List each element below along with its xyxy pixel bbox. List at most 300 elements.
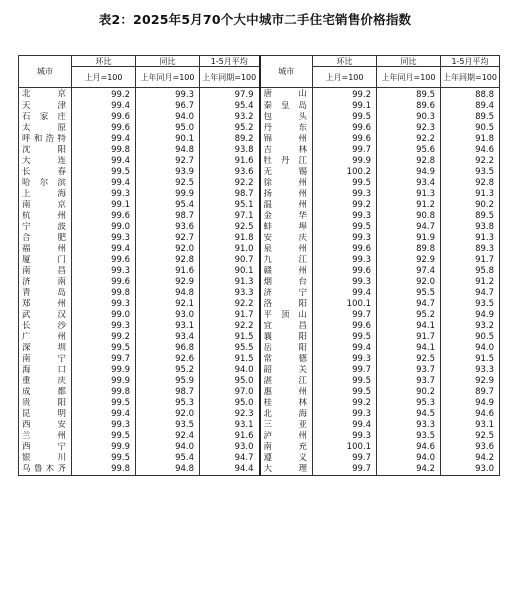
ytd-value: 94.4 [200,464,260,476]
mom-value: 99.2 [313,200,377,211]
yoy-value: 94.2 [377,464,441,476]
ytd-value: 92.2 [441,156,500,167]
yoy-header: 同比 [136,56,200,67]
yoy-value: 95.5 [377,288,441,299]
ytd-value: 91.5 [441,354,500,365]
city-name: 安庆 [260,233,313,244]
mom-value: 99.9 [72,365,136,376]
mom-value: 99.2 [72,88,136,102]
table-row [19,288,500,299]
yoy-value: 95.9 [136,376,200,387]
mom-value: 99.4 [72,156,136,167]
mom-value: 99.4 [72,409,136,420]
mom-value: 99.4 [313,288,377,299]
mom-value: 99.3 [72,189,136,200]
table-row [19,387,500,398]
yoy-value: 91.3 [377,189,441,200]
ytd-value: 90.7 [200,255,260,266]
city-header: 城市 [19,56,72,88]
ytd-value: 93.1 [441,420,500,431]
city-name: 厦门 [19,255,72,266]
table-row [19,255,500,266]
mom-value: 99.5 [313,178,377,189]
mom-value: 99.9 [72,442,136,453]
table-row [19,123,500,134]
city-name: 丹东 [260,123,313,134]
mom-value: 99.5 [313,376,377,387]
mom-value: 99.4 [72,134,136,145]
mom-value: 99.5 [72,167,136,178]
city-name: 北海 [260,409,313,420]
ytd-value: 92.2 [200,321,260,332]
ytd-value: 90.2 [441,200,500,211]
ytd-value: 91.3 [200,277,260,288]
mom-value: 99.3 [313,409,377,420]
city-name: 福州 [19,244,72,255]
yoy-value: 96.8 [136,343,200,354]
city-name: 洛阳 [260,299,313,310]
ytd-value: 91.8 [441,134,500,145]
city-name: 泉州 [260,244,313,255]
city-name: 平顶山 [260,310,313,321]
yoy-value: 92.7 [136,233,200,244]
header-row-2 [19,67,500,88]
table-row [19,277,500,288]
mom-value: 99.6 [313,321,377,332]
mom-value: 99.3 [72,299,136,310]
mom-value: 100.1 [313,442,377,453]
mom-value: 99.5 [72,431,136,442]
ytd-value: 93.1 [200,420,260,431]
yoy-value: 95.3 [377,398,441,409]
ytd-header: 1-5月平均 [200,56,260,67]
mom-value: 99.6 [313,266,377,277]
mom-value: 99.3 [313,277,377,288]
yoy-value: 89.8 [377,244,441,255]
yoy-value: 91.6 [136,266,200,277]
ytd-value: 92.2 [200,299,260,310]
ytd-value: 95.5 [200,343,260,354]
yoy-value: 94.0 [377,453,441,464]
city-name: 扬州 [260,189,313,200]
yoy-value: 93.6 [136,222,200,233]
ytd-value: 93.3 [441,365,500,376]
table-row [19,88,500,102]
table-row [19,376,500,387]
ytd-value: 89.5 [441,112,500,123]
mom-value: 99.6 [72,277,136,288]
ytd-value: 93.5 [441,167,500,178]
table-row [19,189,500,200]
city-name: 徐州 [260,178,313,189]
yoy-value: 92.8 [136,255,200,266]
yoy-value: 94.7 [377,222,441,233]
mom-value: 99.8 [72,288,136,299]
yoy-value: 94.0 [136,112,200,123]
yoy-value: 90.2 [377,387,441,398]
ytd-value: 92.9 [441,376,500,387]
mom-value: 99.1 [72,200,136,211]
mom-value: 99.3 [313,354,377,365]
ytd-value: 94.9 [441,310,500,321]
yoy-value: 92.9 [377,255,441,266]
city-name: 呼和浩特 [19,134,72,145]
city-name: 无锡 [260,167,313,178]
city-name: 济南 [19,277,72,288]
mom-value: 99.6 [72,112,136,123]
yoy-value: 92.9 [136,277,200,288]
mom-header: 环比 [72,56,136,67]
mom-value: 99.7 [72,354,136,365]
city-name: 九江 [260,255,313,266]
yoy-value: 95.2 [136,365,200,376]
table-row [19,244,500,255]
table-row [19,299,500,310]
mom-value: 99.3 [72,233,136,244]
city-name: 常德 [260,354,313,365]
yoy-value: 94.1 [377,343,441,354]
ytd-value: 95.4 [200,101,260,112]
city-name: 沈阳 [19,145,72,156]
city-name: 桂林 [260,398,313,409]
mom-value: 99.5 [313,222,377,233]
yoy-value: 92.2 [377,134,441,145]
ytd-value: 94.2 [441,453,500,464]
mom-value: 99.8 [72,387,136,398]
yoy-value: 94.9 [377,167,441,178]
mom-value: 99.8 [72,464,136,476]
mom-base-header-right: 上月=100 [313,67,377,88]
mom-value: 100.2 [313,167,377,178]
table-row [19,211,500,222]
ytd-value: 91.7 [441,255,500,266]
mom-value: 99.7 [313,453,377,464]
ytd-value: 95.0 [200,376,260,387]
table-row [19,409,500,420]
yoy-value: 90.1 [136,134,200,145]
mom-value: 99.0 [72,222,136,233]
ytd-header-right: 1-5月平均 [441,56,500,67]
city-name: 宁波 [19,222,72,233]
ytd-value: 94.9 [441,398,500,409]
table-title: 表2：2025年5月70个大中城市二手住宅销售价格指数 [98,12,412,27]
city-name: 西安 [19,420,72,431]
ytd-value: 95.0 [200,398,260,409]
ytd-base-header: 上年同期=100 [200,67,260,88]
yoy-value: 98.7 [136,387,200,398]
mom-value: 99.2 [72,332,136,343]
table-row [19,134,500,145]
mom-value: 99.6 [72,255,136,266]
yoy-value: 98.7 [136,211,200,222]
mom-value: 99.9 [313,156,377,167]
table-row [19,200,500,211]
table-row [19,321,500,332]
city-name: 成都 [19,387,72,398]
table-row [19,365,500,376]
city-name: 三亚 [260,420,313,431]
ytd-value: 94.0 [441,343,500,354]
ytd-value: 97.1 [200,211,260,222]
city-name: 烟台 [260,277,313,288]
mom-value: 99.1 [313,101,377,112]
yoy-value: 93.7 [377,365,441,376]
mom-value: 99.4 [72,244,136,255]
ytd-value: 91.7 [200,310,260,321]
ytd-value: 93.2 [441,321,500,332]
ytd-value: 92.5 [200,222,260,233]
yoy-value: 93.7 [377,376,441,387]
mom-value: 99.6 [72,123,136,134]
ytd-value: 92.5 [441,431,500,442]
city-name: 重庆 [19,376,72,387]
mom-value: 99.3 [72,420,136,431]
yoy-value: 94.7 [377,299,441,310]
mom-value: 99.5 [72,398,136,409]
city-name: 上海 [19,189,72,200]
ytd-value: 91.3 [441,233,500,244]
yoy-value: 92.4 [136,431,200,442]
ytd-value: 97.9 [200,88,260,102]
yoy-value: 95.0 [136,123,200,134]
ytd-value: 93.5 [441,299,500,310]
yoy-value: 91.2 [377,200,441,211]
city-name: 吉林 [260,145,313,156]
city-name: 金华 [260,211,313,222]
mom-value: 99.6 [72,211,136,222]
ytd-value: 95.1 [200,200,260,211]
city-name: 秦皇岛 [260,101,313,112]
mom-value: 99.6 [313,123,377,134]
yoy-value: 89.6 [377,101,441,112]
ytd-value: 93.3 [200,288,260,299]
ytd-value: 94.6 [441,409,500,420]
price-index-table [18,55,500,476]
yoy-value: 92.5 [377,354,441,365]
city-name: 湛江 [260,376,313,387]
ytd-value: 94.7 [200,453,260,464]
yoy-value: 93.9 [136,167,200,178]
table-row [19,233,500,244]
yoy-value: 95.4 [136,453,200,464]
table-row [19,145,500,156]
ytd-value: 94.0 [200,365,260,376]
city-name: 昆明 [19,409,72,420]
table-body [19,88,500,476]
city-name: 大理 [260,464,313,476]
yoy-value: 89.5 [377,88,441,102]
city-name: 大连 [19,156,72,167]
mom-value: 99.4 [72,101,136,112]
yoy-value: 92.3 [377,123,441,134]
ytd-value: 97.0 [200,387,260,398]
mom-value: 99.2 [313,398,377,409]
mom-value: 99.2 [313,88,377,102]
yoy-value: 92.5 [136,178,200,189]
ytd-value: 95.8 [441,266,500,277]
ytd-value: 90.1 [200,266,260,277]
mom-value: 99.6 [313,244,377,255]
city-header-right: 城市 [260,56,313,88]
ytd-value: 91.5 [200,354,260,365]
city-name: 长春 [19,167,72,178]
table-row [19,266,500,277]
yoy-value: 95.2 [377,310,441,321]
yoy-value: 91.7 [377,332,441,343]
city-name: 深圳 [19,343,72,354]
mom-value: 99.5 [72,343,136,354]
mom-value: 99.4 [72,178,136,189]
mom-value: 99.5 [72,453,136,464]
ytd-value: 91.3 [441,189,500,200]
city-name: 宜昌 [260,321,313,332]
ytd-value: 95.2 [200,123,260,134]
city-name: 哈尔滨 [19,178,72,189]
ytd-value: 91.5 [200,332,260,343]
table-row [19,167,500,178]
mom-value: 99.3 [72,266,136,277]
yoy-value: 95.3 [136,398,200,409]
mom-header-right: 环比 [313,56,377,67]
ytd-value: 89.5 [441,211,500,222]
ytd-value: 93.0 [441,464,500,476]
city-name: 杭州 [19,211,72,222]
yoy-value: 94.6 [377,442,441,453]
mom-value: 99.5 [313,387,377,398]
ytd-value: 94.7 [441,288,500,299]
ytd-value: 94.6 [441,145,500,156]
mom-value: 99.5 [313,112,377,123]
mom-value: 99.4 [313,343,377,354]
yoy-value: 92.1 [136,299,200,310]
table-row [19,343,500,354]
city-name: 遵义 [260,453,313,464]
ytd-value: 89.7 [441,387,500,398]
ytd-value: 93.8 [200,145,260,156]
yoy-value: 95.6 [377,145,441,156]
yoy-base-header: 上年同月=100 [136,67,200,88]
table-row [19,420,500,431]
table-row [19,431,500,442]
yoy-value: 92.7 [136,156,200,167]
mom-value: 99.3 [313,189,377,200]
mom-value: 99.8 [72,145,136,156]
ytd-value: 91.0 [200,244,260,255]
ytd-value: 89.3 [441,244,500,255]
yoy-value: 91.9 [377,233,441,244]
city-name: 惠州 [260,387,313,398]
yoy-value: 93.4 [136,332,200,343]
table-row [19,332,500,343]
ytd-value: 93.0 [200,442,260,453]
city-name: 唐山 [260,88,313,102]
ytd-base-header-right: 上年同期=100 [441,67,500,88]
city-name: 青岛 [19,288,72,299]
mom-value: 99.4 [313,420,377,431]
mom-value: 99.9 [72,376,136,387]
table-row [19,354,500,365]
ytd-value: 90.5 [441,332,500,343]
yoy-base-header-right: 上年同月=100 [377,67,441,88]
yoy-value: 96.7 [136,101,200,112]
city-name: 长沙 [19,321,72,332]
ytd-value: 93.2 [200,112,260,123]
city-name: 西宁 [19,442,72,453]
ytd-value: 91.6 [200,431,260,442]
mom-value: 99.7 [313,145,377,156]
mom-value: 99.5 [313,332,377,343]
table-row [19,222,500,233]
yoy-value: 90.8 [377,211,441,222]
city-name: 赣州 [260,266,313,277]
ytd-value: 92.3 [200,409,260,420]
table-row [19,464,500,476]
city-name: 天津 [19,101,72,112]
ytd-value: 90.5 [441,123,500,134]
ytd-value: 91.8 [200,233,260,244]
city-name: 合肥 [19,233,72,244]
mom-value: 99.3 [313,431,377,442]
city-name: 南宁 [19,354,72,365]
city-name: 贵阳 [19,398,72,409]
mom-value: 99.6 [313,134,377,145]
yoy-value: 92.0 [136,409,200,420]
yoy-value: 95.4 [136,200,200,211]
ytd-value: 98.7 [200,189,260,200]
table-row [19,453,500,464]
city-name: 泸州 [260,431,313,442]
yoy-value: 90.3 [377,112,441,123]
city-name: 南昌 [19,266,72,277]
city-name: 锦州 [260,134,313,145]
ytd-value: 93.6 [441,442,500,453]
table-row [19,178,500,189]
ytd-value: 93.8 [441,222,500,233]
yoy-value: 92.0 [377,277,441,288]
city-name: 武汉 [19,310,72,321]
yoy-value: 93.3 [377,420,441,431]
yoy-value: 92.8 [377,156,441,167]
city-name: 乌鲁木齐 [19,464,72,476]
mom-value: 99.7 [313,310,377,321]
mom-value: 99.7 [313,365,377,376]
mom-base-header: 上月=100 [72,67,136,88]
table-row [19,398,500,409]
yoy-value: 93.5 [377,431,441,442]
table-row [19,310,500,321]
ytd-value: 93.6 [200,167,260,178]
yoy-value: 94.8 [136,288,200,299]
table-row [19,101,500,112]
mom-value: 100.1 [313,299,377,310]
yoy-value: 93.0 [136,310,200,321]
mom-value: 99.3 [313,233,377,244]
table-row [19,156,500,167]
mom-value: 99.0 [72,310,136,321]
city-name: 韶关 [260,365,313,376]
city-name: 温州 [260,200,313,211]
ytd-value: 92.2 [200,178,260,189]
yoy-value: 92.6 [136,354,200,365]
mom-value: 99.3 [72,321,136,332]
table-row [19,442,500,453]
mom-value: 99.7 [313,464,377,476]
yoy-value: 93.4 [377,178,441,189]
yoy-value: 94.1 [377,321,441,332]
city-name: 南充 [260,442,313,453]
city-name: 兰州 [19,431,72,442]
mom-value: 99.3 [313,211,377,222]
